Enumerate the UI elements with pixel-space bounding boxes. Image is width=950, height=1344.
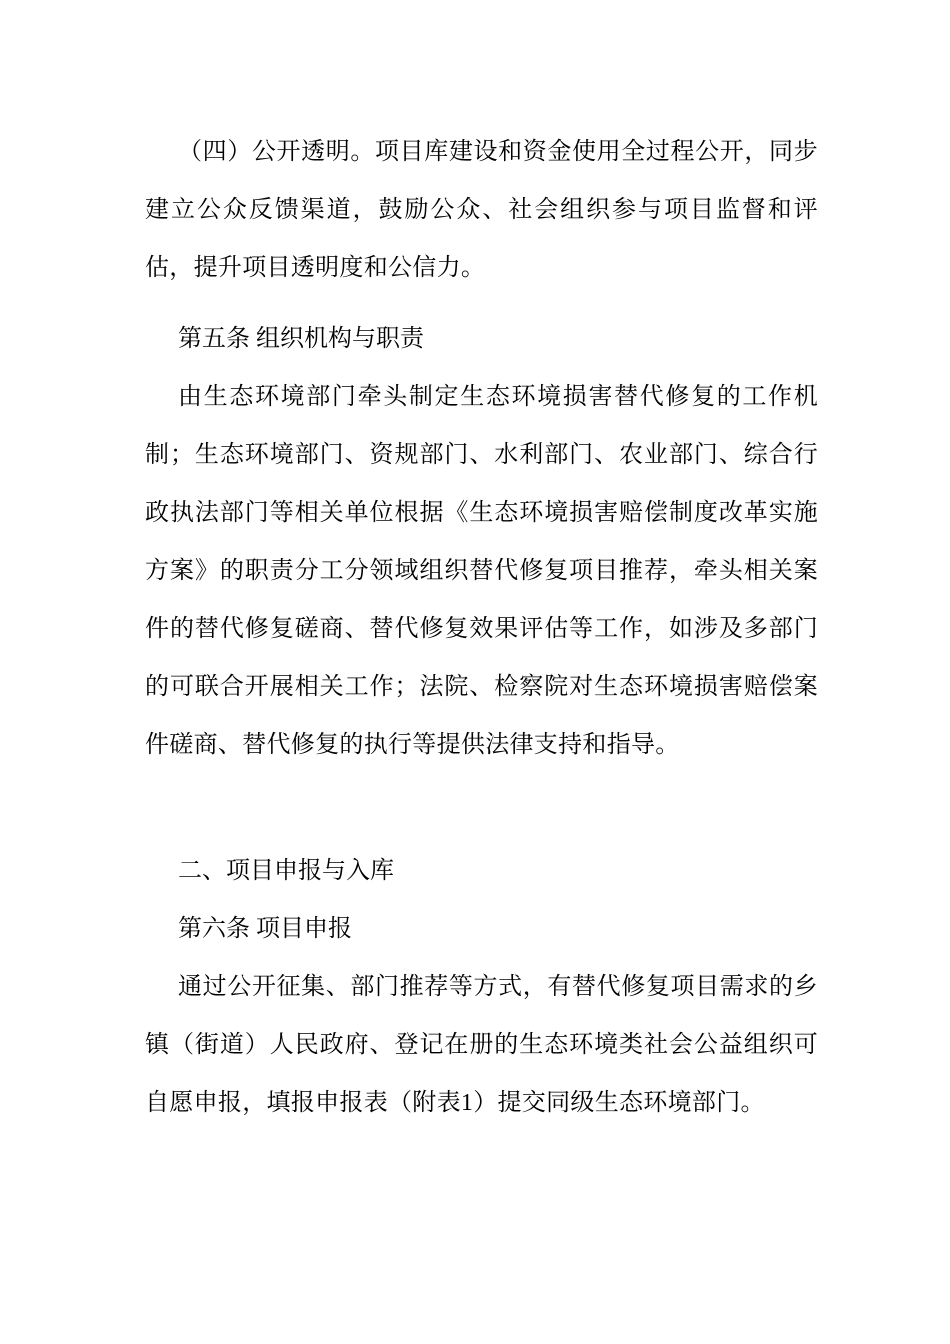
heading-article-6-project-application: 第六条 项目申报 [178,916,352,942]
paragraph-organization-duties: 由生态环境部门牵头制定生态环境损害替代修复的工作机制；生态环境部门、资规部门、水利部门、农业部门、综合行政执法部门等相关单位根据《生态环境损害赔偿制度改革实施方案》的职责分工分领域组织替代修复项目推荐，牵头相关案件的替代修复磋商、替代修复效果评估等工作，如涉及多部门的可联合开展相关工作；法院、检察院对生态环境损害赔偿案件磋商、替代修复的执行等提供法律支持和指导。 [145,384,818,758]
blank-line-spacer [145,774,818,840]
heading-article-5-organization: 第五条 组织机构与职责 [178,326,424,352]
paragraph-application-process: 通过公开征集、部门推荐等方式，有替代修复项目需求的乡镇（街道）人民政府、登记在册的生态环境类社会公益组织可自愿申报，填报申报表（附表1）提交同级生态环境部门。 [145,974,818,1116]
paragraph-openness-transparency: （四）公开透明。项目库建设和资金使用全过程公开，同步建立公众反馈渠道，鼓励公众、社会组织参与项目监督和评估，提升项目透明度和公信力。 [145,139,818,281]
heading-section-2-project-declaration: 二、项目申报与入库 [178,858,394,884]
